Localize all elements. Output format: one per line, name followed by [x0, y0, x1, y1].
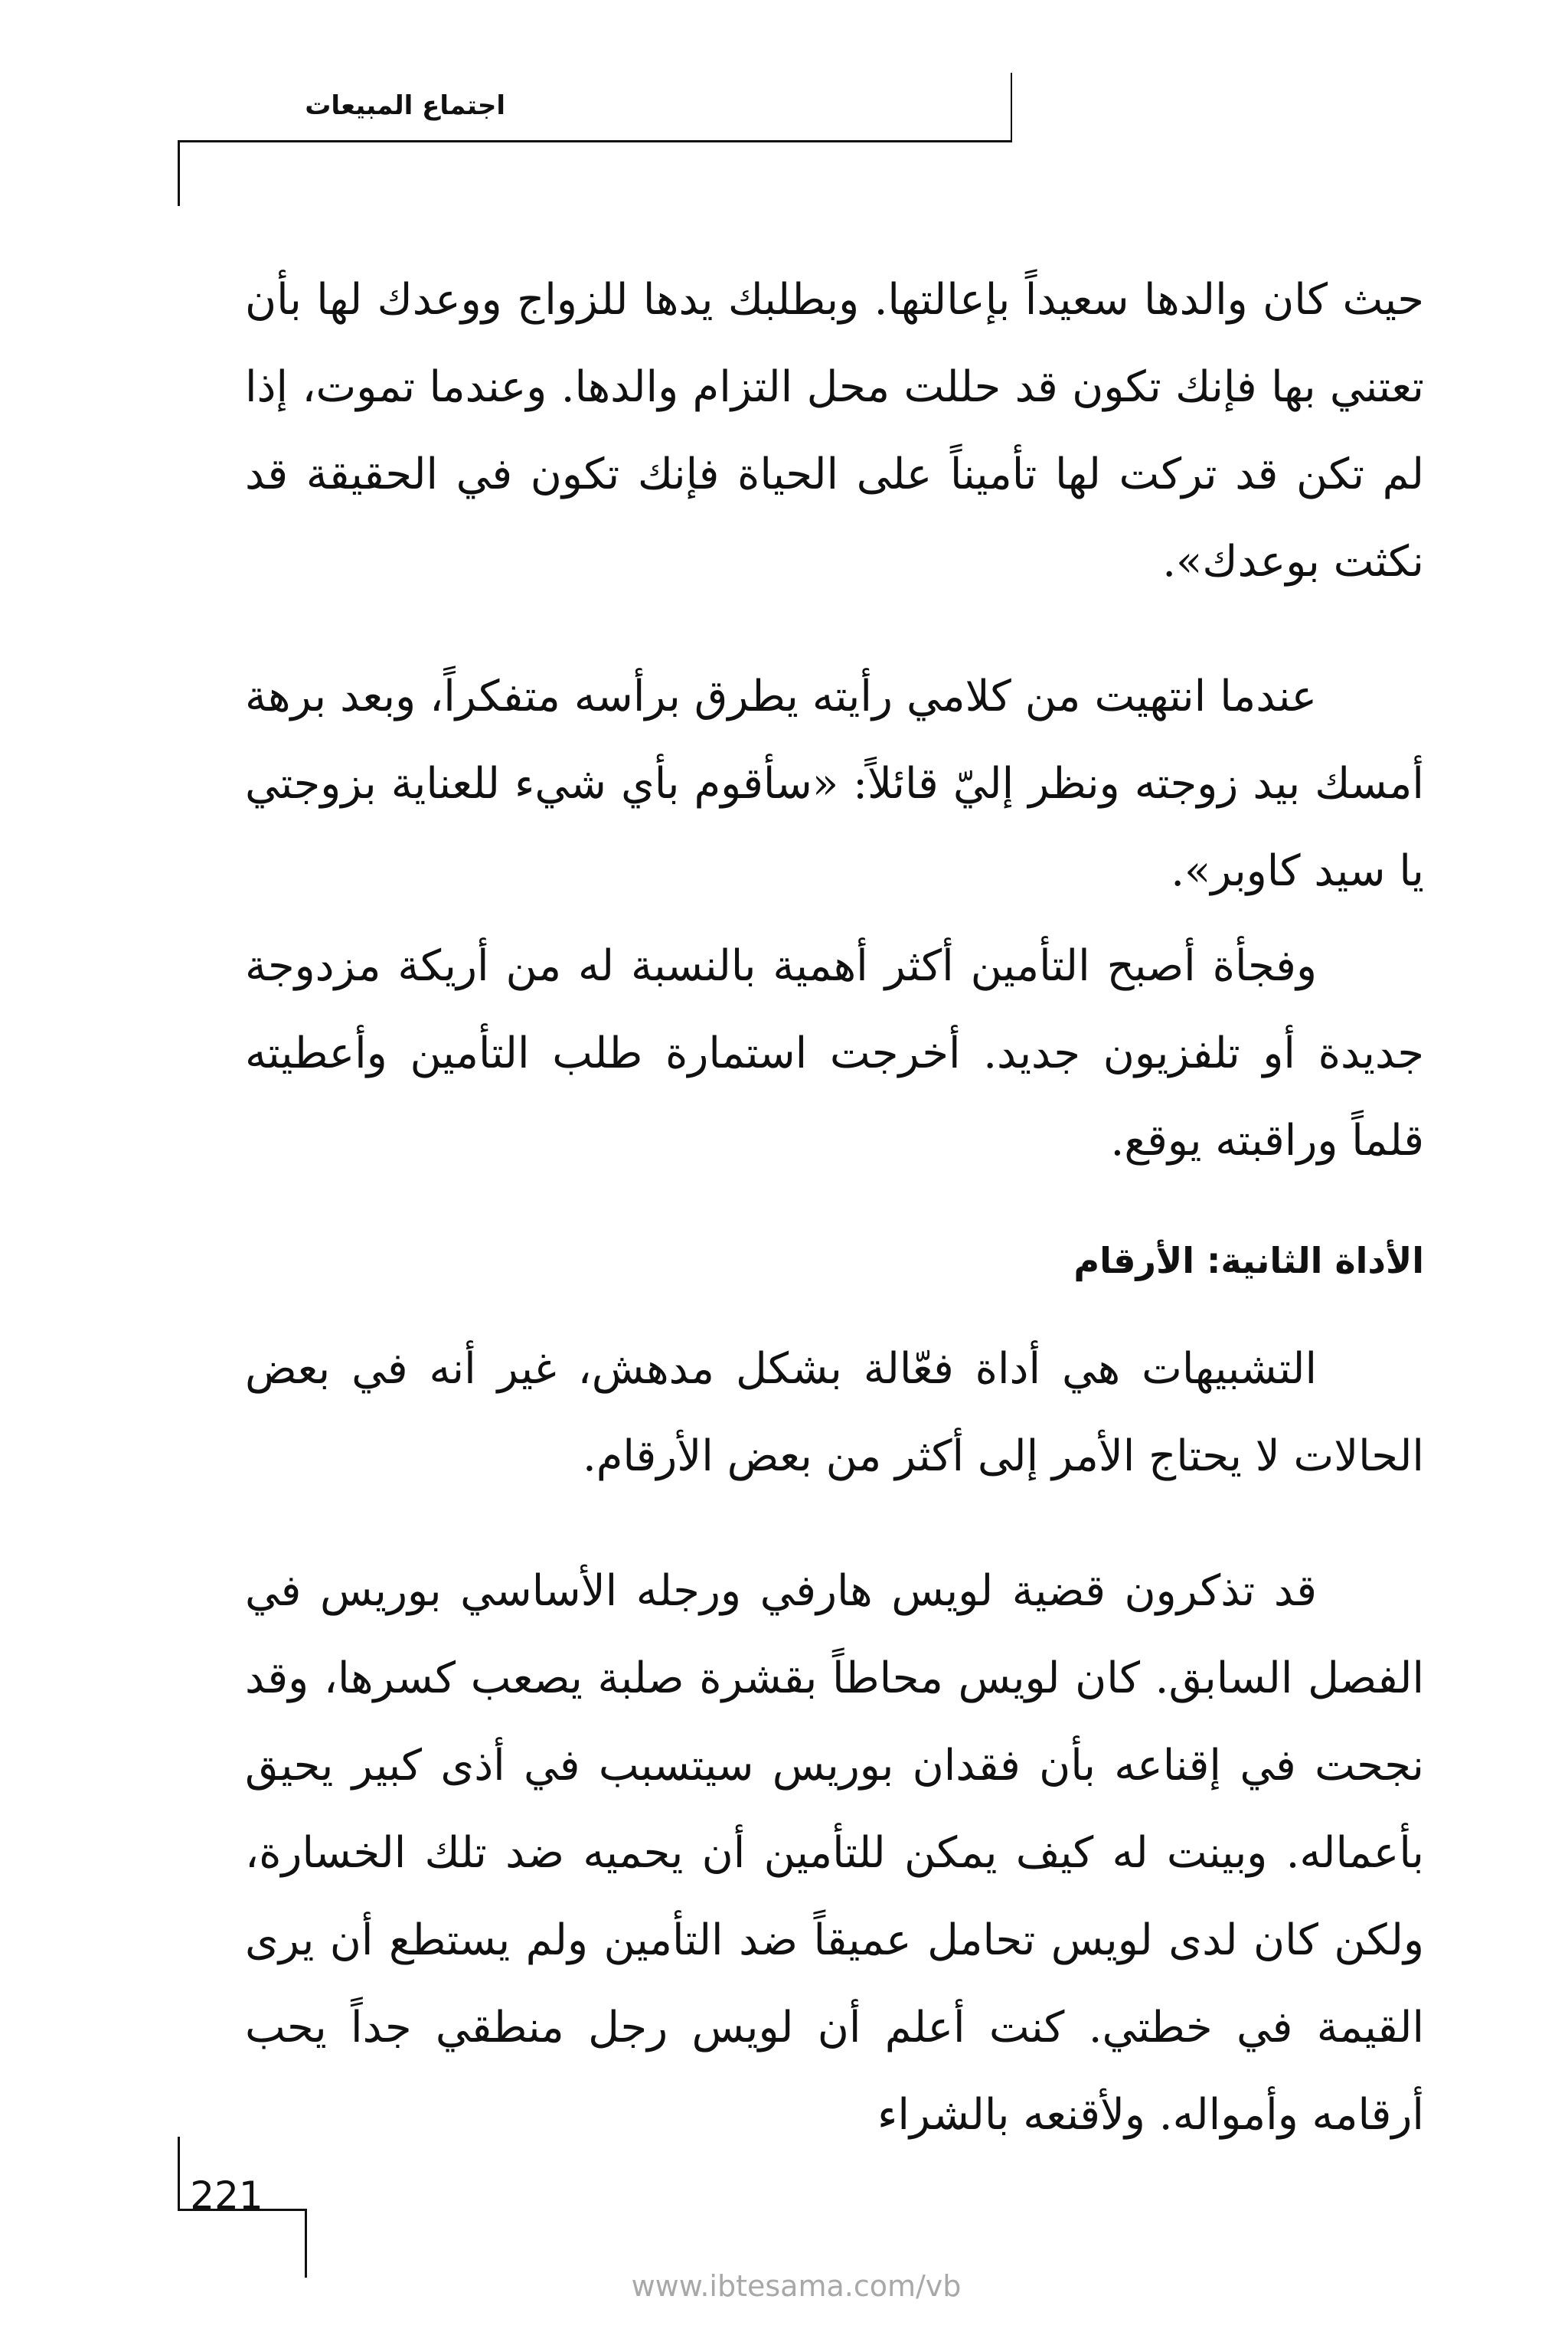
paragraph-1: حيث كان والدها سعيداً بإعالتها. وبطلبك يدها للزواج ووعدك لها بأن تعتني بها فإنك تكون قد حللت محل التزام والدها. وعندما تموت، إذا لم تكن قد تركت لها تأميناً على الحياة فإنك تكون في الحقيقة قد نكثت بوعدك».: [245, 275, 1425, 587]
page-number: 221: [190, 2173, 263, 2218]
footer-rule-vertical-right: [305, 2209, 307, 2278]
header-rule-vertical-left: [178, 140, 180, 206]
section-heading: الأداة الثانية: الأرقام: [1073, 1240, 1424, 1281]
running-head: اجتماع المبيعات: [305, 90, 505, 121]
paragraph-3: وفجأة أصبح التأمين أكثر أهمية بالنسبة له من أريكة مزدوجة جديدة أو تلفزيون جديد. أخرجت استمارة طلب التأمين وأعطيته قلماً وراقبته يوقع.: [245, 941, 1424, 1166]
header-rule-horizontal: [178, 140, 1012, 142]
paragraph-2: عندما انتهيت من كلامي رأيته يطرق برأسه متفكراً، وبعد برهة أمسك بيد زوجته ونظر إليّ قائلاً: «سأقوم بأي شيء للعناية بزوجتي يا سيد كاوبر».: [245, 672, 1424, 896]
paragraph-4: التشبيهات هي أداة فعّالة بشكل مدهش، غير أنه في بعض الحالات لا يحتاج الأمر إلى أكثر من بعض الأرقام.: [245, 1344, 1424, 1481]
page-body: [245, 257, 1424, 2159]
watermark-url: www.ibtesama.com/vb: [631, 2269, 962, 2303]
header-rule-vertical-right: [1011, 73, 1012, 142]
paragraph-5: قد تذكرون قضية لويس هارفي ورجله الأساسي بوريس في الفصل السابق. كان لويس محاطاً بقشرة صلبة يصعب كسرها، وقد نجحت في إقناعه بأن فقدان بوريس سيتسبب في أذى كبير يحيق بأعماله. وبينت له كيف يمكن للتأمين أن يحميه ضد تلك الخسارة، ولكن كان لدى لويس تحامل عميقاً ضد التأمين ولم يستطع أن يرى القيمة في خطتي. كنت أعلم أن لويس رجل منطقي جداً يحب أرقامه وأمواله. ولأقنعه بالشراء: [245, 1566, 1425, 2140]
